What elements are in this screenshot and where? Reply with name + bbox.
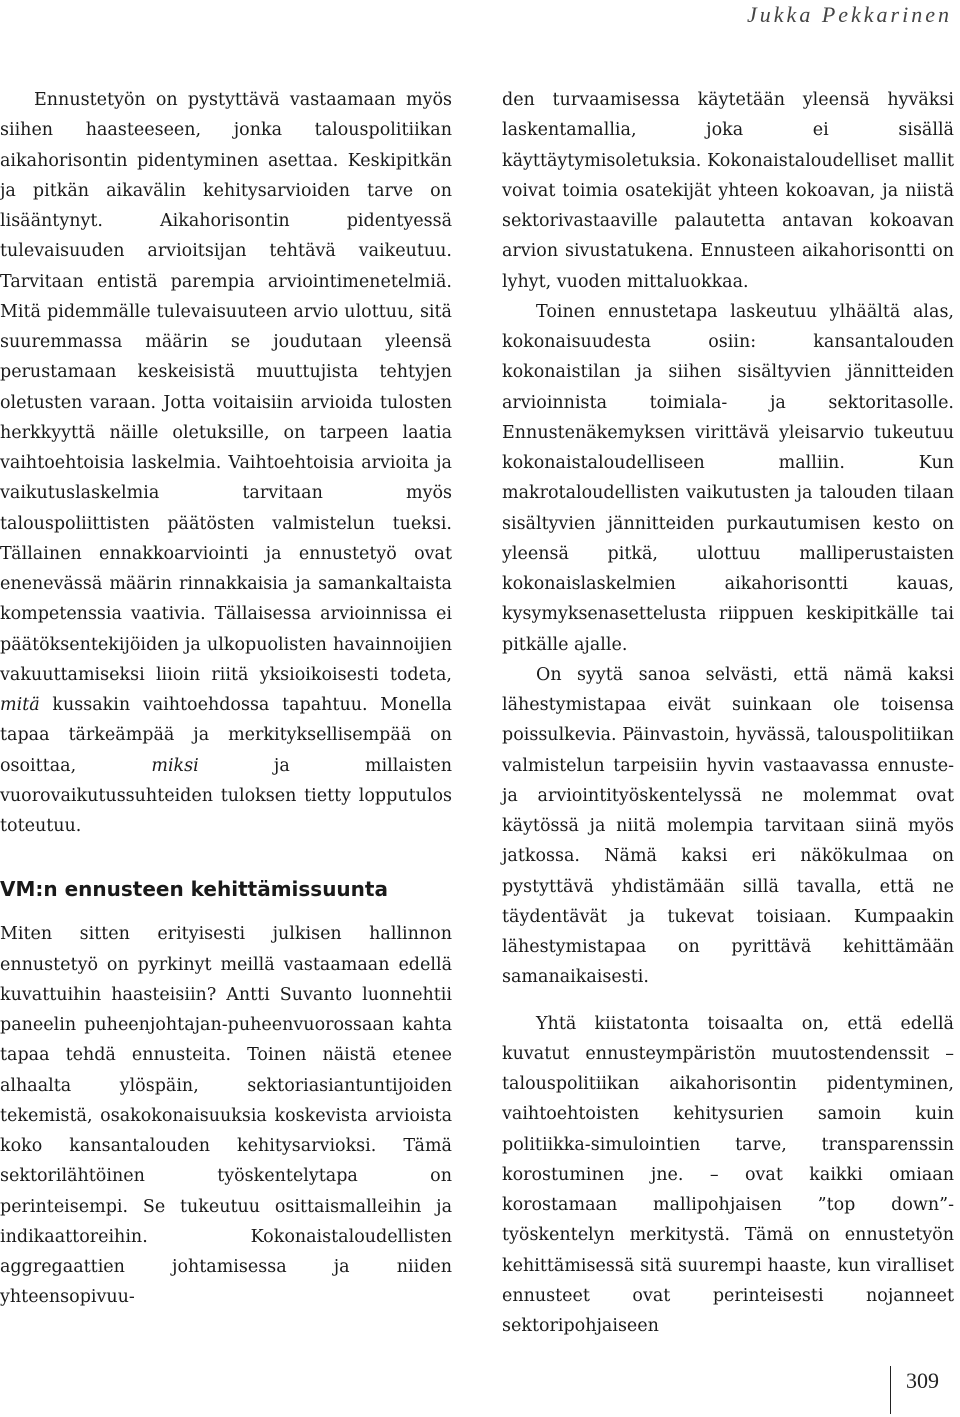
page-number: 309 [906,1368,939,1393]
emphasis-text: miksi [151,755,199,776]
paragraph: den turvaamisessa käytetään yleensä hyväksi laskentamallia, joka ei sisällä käyttäytymisoletuksia. Kokonaistaloudelliset mallit voivat toimia osatekijät yhteen kokoavan, ja niistä sektorivastaaville palautetta antavan kokoavan arvion sivustatukena. Ennusteen aikahorisontti on lyhyt, vuoden mittaluokkaa. [502,90,954,292]
paragraph-text: kussakin vaihtoehdossa tapahtuu. Monella tapaa tärkeämpää ja merkityksellisempää on osoittaa, [0,695,452,776]
paragraph: Yhtä kiistatonta toisaalta on, että edellä kuvatut ennusteympäristön muutostendenssit – talouspolitiikan aikahorisontin pidentyminen, vaihtoehtoisten kehitysurien samoin kuin politiikka-simulointien tarve, transparenssin korostuminen jne. – ovat kaikki omiaan korostamaan mallipohjaisen ”top down”-työskentelyn merkitystä. Tämä on ennustetyön kehittämisessä sitä suurempi haaste, kun viralliset ennusteet ovat perinteisesti nojanneet sektoripohjaiseen [502,1013,954,1336]
paragraph-text: Ennustetyön on pystyttävä vastaamaan myös siihen haasteeseen, jonka talouspolitiikan aikahorisontin pidentyminen asettaa. Keskipitkän ja pitkän aikavälin kehitysarvioiden tarve on lisääntynyt. Aikahorisontin pidentyessä tulevaisuuden arvioitsijan tehtävä vaikeutuu. Tarvitaan entistä parempia arviointimenetelmiä. Mitä pidemmälle tulevaisuuteen arvio ulottuu, sitä suuremmassa määrin se joudutaan yleensä perustamaan keskeisistä muuttujista tehtyjen oletusten varaan. Jotta voitaisiin arvioida tulosten herkkyyttä näille oletuksille, on tarpeen laatia vaihtoehtoisia laskelmia. Vaihtoehtoisia arvioita ja vaikutuslaskelmia tarvitaan myös talouspoliittisten päätösten valmistelun tueksi. Tällainen ennakkoarviointi ja ennustetyö ovat enenevässä määrin rinnakkaisia ja samankaltaista kompetenssia vaativia. Tällaisessa arvioinnissa ei päätöksentekijöiden ja ulkopuolisten havainnoijien vakuuttamiseksi liioin riitä yksioikoisesti todeta, [0,90,452,685]
page-number-rule [890,1366,891,1414]
section-heading: VM:n ennusteen kehittämissuunta [0,877,388,902]
paragraph-text: ja millaisten vuorovaikutussuhteiden tuloksen tietty lopputulos toteutuu. [0,755,452,836]
paragraph: Miten sitten erityisesti julkisen hallinnon ennustetyö on pyrkinyt meillä vastaamaan edellä kuvattuihin haasteisiin? Antti Suvanto luonnehtii paneelin puheenjohtajan-puheenvuorossaan kahta tapaa tehdä ennusteita. Toinen näistä etenee alhaalta ylöspäin, sektoriasiantuntijoiden tekemistä, osakokonaisuuksia koskevista arvioista koko kansantalouden kehitysarvioksi. Tämä sektorilähtöinen työskentelytapa on perinteisempi. Se tukeutuu osittaismalleihin ja indikaattoreihin. Kokonaistaloudellisten aggregaattien johtamisessa ja niiden yhteensopivuu- [0,924,452,1308]
paragraph [0,85,452,841]
paragraph-gap [502,993,954,1009]
paragraph: Toinen ennustetapa laskeutuu ylhäältä alas, kokonaisuudesta osiin: kansantalouden kokonaistilan ja siihen sisältyvien jännitteiden arvioinnista toimiala- ja sektoritasolle. Ennustenäkemyksen virittävä yleisarvio tukeutuu kokonaistaloudelliseen malliin. Kun makrotaloudellisten vaikutusten ja talouden tilaan sisältyvien jännitteiden purkautumisen kesto on yleensä pitkä, ulottuu malliperustaisten kokonaislaskelmien aikahorisontti kauas, kysymyksenasettelusta riippuen keskipitkälle tai pitkälle ajalle. [502,301,954,655]
right-column [502,85,954,1341]
running-head-author: Jukka Pekkarinen [747,2,952,27]
paragraph: On syytä sanoa selvästi, että nämä kaksi lähestymistapaa eivät suinkaan ole toisensa poissulkevia. Päinvastoin, hyvässä, talouspolitiikan valmistelun tarpeisiin hyvin vastaavassa ennuste- ja arviointityöskentelyssä ne molemmat ovat käytössä ja niitä molempia tarvitaan siinä myös jatkossa. Nämä kaksi eri näkökulmaa on pystyttävä yhdistämään sillä tavalla, että ne täydentävät ja tukevat toisiaan. Kumpaakin lähestymistapaa on pyrittävä kehittämään samanaikaisesti. [502,664,954,988]
left-column [0,85,452,1313]
emphasis-text: mitä [0,695,40,715]
